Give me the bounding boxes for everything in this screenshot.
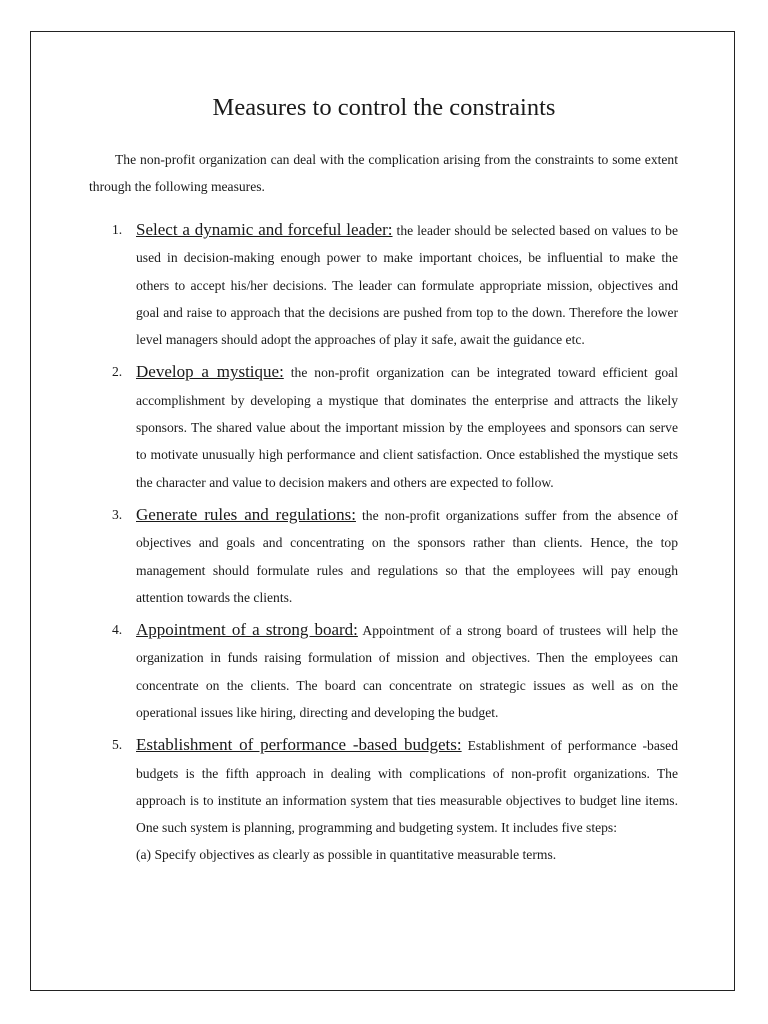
list-marker: 1. [112, 222, 123, 237]
document-title: Measures to control the constraints [212, 94, 556, 121]
sub-steps-list [136, 842, 678, 868]
measure-body: the non-profit organization can be integrated toward efficient goal accomplishment by developing a mystique that dominates the enterprise and attracts the likely sponsors. The shared value about the important mission by the employees and sponsors can serve to motivate unusually high performance and client satisfaction. Once established the mystique sets the character and value to decision makers and others are expected to follow. [136, 365, 678, 490]
measure-item-3 [0, 501, 768, 611]
sub-step-a: (a) Specify objectives as clearly as possible in quantitative measurable terms. [136, 846, 557, 862]
intro-paragraph: The non-profit organization can deal with the complication arising from the constraints to some extent through the following measures. [89, 152, 678, 194]
measure-heading: Develop a mystique: [136, 362, 284, 382]
measure-item-5 [0, 731, 768, 867]
measures-list [0, 216, 768, 873]
list-marker: 5. [112, 737, 123, 753]
measure-item-4 [0, 616, 768, 726]
list-marker: 3. [112, 506, 123, 522]
measure-item-2 [0, 358, 768, 495]
measure-heading: Establishment of performance -based budgets: [136, 735, 462, 755]
measure-body: Appointment of a strong board of trustees will help the organization in funds raising formulation of mission and objectives. Then the employees can concentrate on the clients. The board can concentrate on strategic issues as well as on the operational issues like hiring, directing and developing the budget. [136, 623, 678, 721]
measure-body: the leader should be selected based on values to be used in decision-making enough power to make important choices, be influential to make the others to accept his/her decisions. The leader can formulate appropriate mission, objectives and goal and raise to approach that the decisions are pushed from top to the down. Therefore the lower level managers should adopt the approaches of play it safe, await the guidance etc. [136, 223, 678, 348]
measure-body: Establishment of performance -based budgets is the fifth approach in dealing with complications of non-profit organizations. The approach is to institute an information system that ties measurable objectives to budget line items. One such system is planning, programming and budgeting system. It includes five steps: [136, 738, 678, 836]
list-marker: 2. [112, 364, 123, 380]
measure-heading: Generate rules and regulations: [136, 504, 356, 524]
measure-heading: Select a dynamic and forceful leader: [136, 220, 393, 239]
list-marker: 4. [112, 622, 123, 638]
measure-heading: Appointment of a strong board: [136, 620, 358, 640]
measure-item-1 [0, 216, 768, 353]
measure-body: the non-profit organizations suffer from the absence of objectives and goals and concentrating on the sponsors rather than clients. Hence, the top management should formulate rules and regulations so that the employees will pay enough attention towards the clients. [136, 507, 678, 605]
